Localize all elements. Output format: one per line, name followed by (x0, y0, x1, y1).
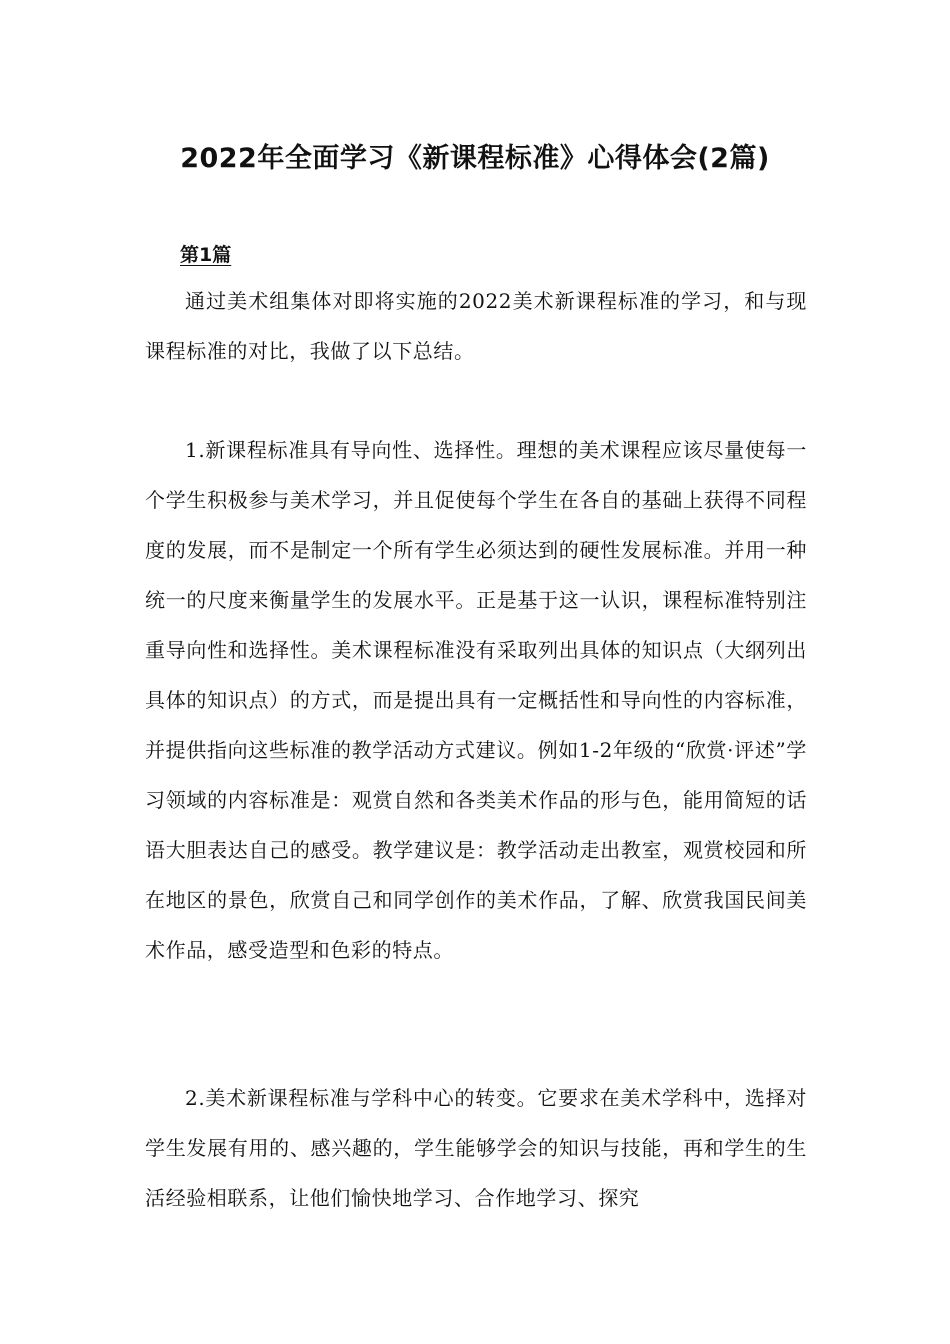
document-title: 2022年全面学习《新课程标准》心得体会(2篇) (180, 143, 770, 174)
section-heading: 第1篇 (180, 244, 232, 266)
paragraph-point-1: 1.新课程标准具有导向性、选择性。理想的美术课程应该尽量使每一个学生积极参与美术学习，并且促使每个学生在各自的基础上获得不同程度的发展，而不是制定一个所有学生必须达到的硬性发展标准。并用一种统一的尺度来衡量学生的发展水平。正是基于这一认识，课程标准特别注重导向性和选择性。美术课程标准没有采取列出具体的知识点（大纲列出具体的知识点）的方式，而是提出具有一定概括性和导向性的内容标准，并提供指向这些标准的教学活动方式建议。例如1-2年级的“欣赏·评述”学习领域的内容标准是：观赏自然和各类美术作品的形与色，能用简短的话语大胆表达自己的感受。教学建议是：教学活动走出教室，观赏校园和所在地区的景色，欣赏自己和同学创作的美术作品，了解、欣赏我国民间美术作品，感受造型和色彩的特点。 (145, 438, 807, 962)
paragraph-intro: 通过美术组集体对即将实施的2022美术新课程标准的学习，和与现课程标准的对比，我做了以下总结。 (145, 289, 807, 363)
paragraph-point-2: 2.美术新课程标准与学科中心的转变。它要求在美术学科中，选择对学生发展有用的、感兴趣的，学生能够学会的知识与技能，再和学生的生活经验相联系，让他们愉快地学习、合作地学习、探究 (145, 1086, 807, 1210)
